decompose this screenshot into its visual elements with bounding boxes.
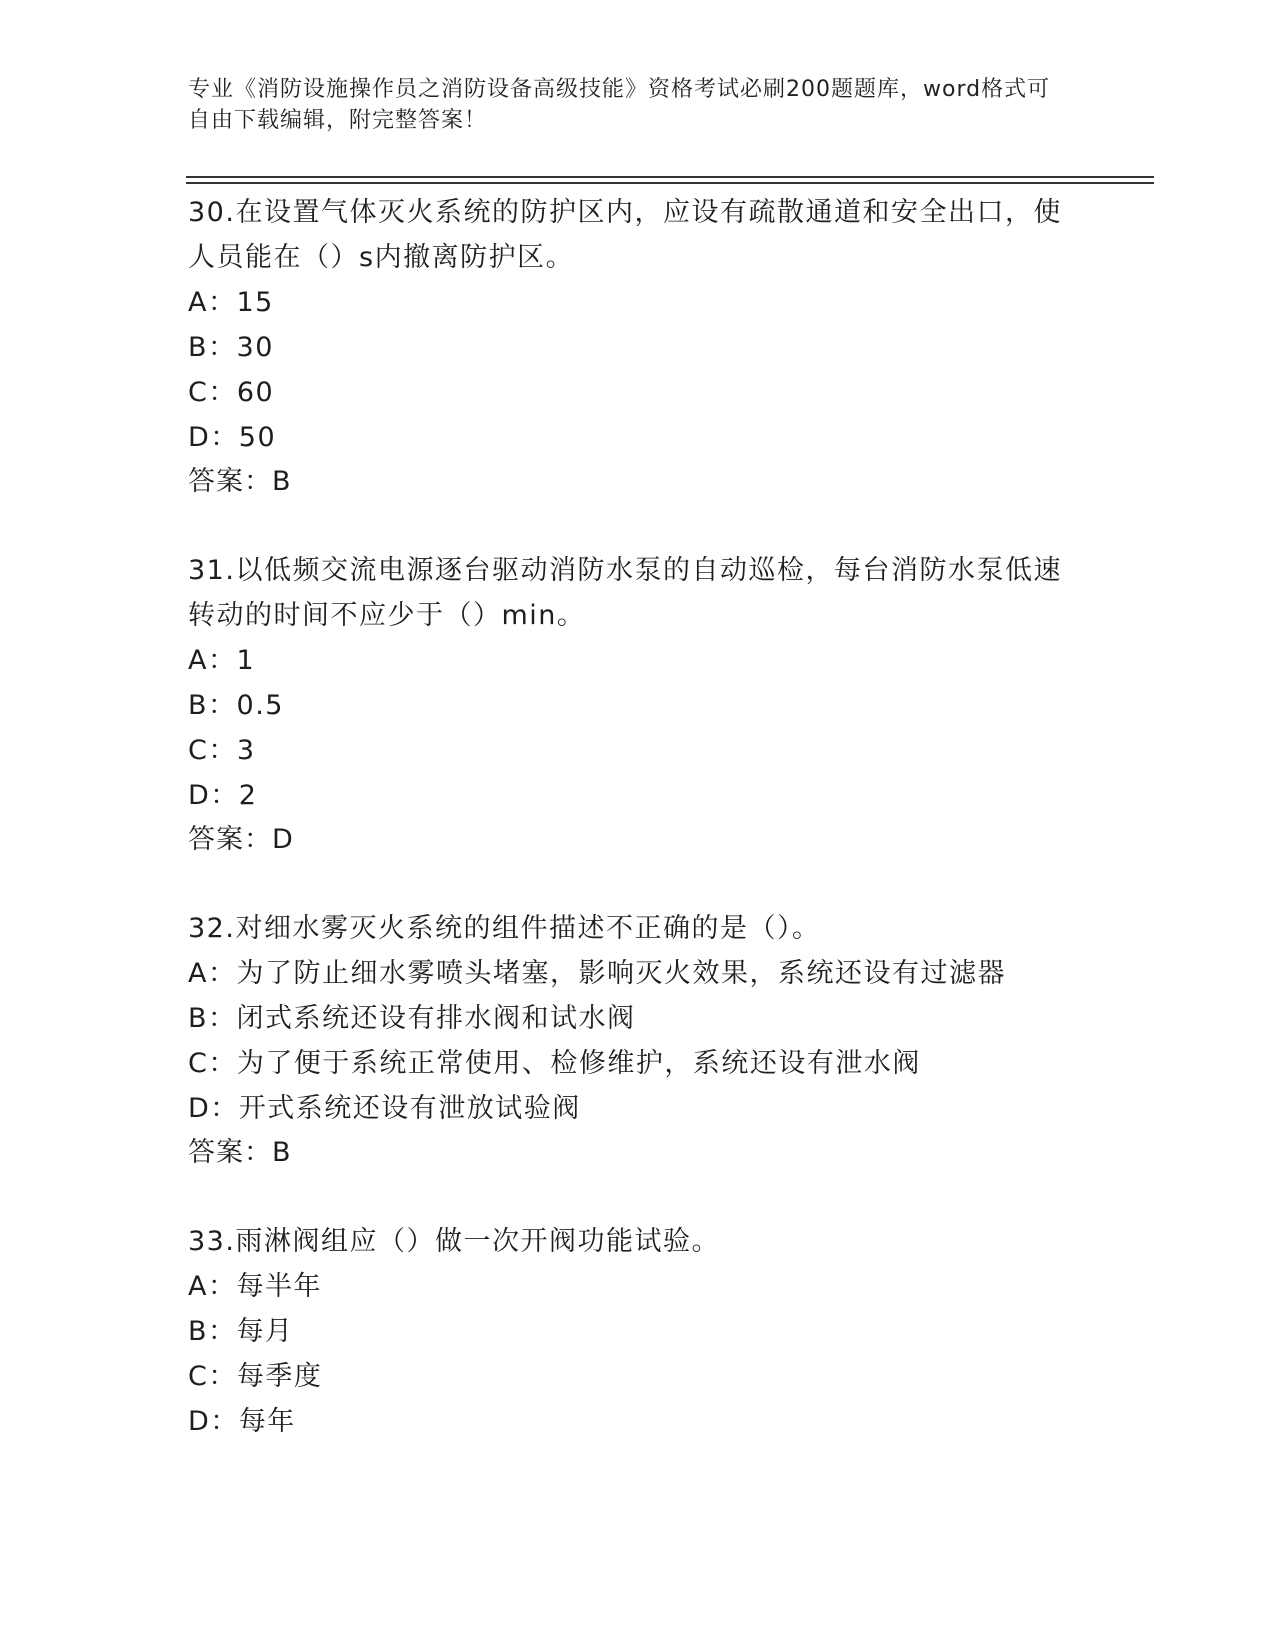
option-a: A：每半年 bbox=[188, 1271, 322, 1302]
question-32 bbox=[188, 906, 1088, 1175]
option-c: C：60 bbox=[188, 377, 275, 408]
option-b: B：0.5 bbox=[188, 690, 284, 721]
option-c: C：3 bbox=[188, 735, 256, 766]
option-d: D：50 bbox=[188, 422, 277, 453]
question-30 bbox=[188, 190, 1088, 504]
option-b: B：闭式系统还设有排水阀和试水阀 bbox=[188, 1003, 636, 1034]
question-spacer bbox=[188, 504, 1088, 548]
option-a: A：15 bbox=[188, 287, 274, 318]
option-a: A：为了防止细水雾喷头堵塞，影响灭火效果，系统还设有过滤器 bbox=[188, 958, 1006, 989]
document-header bbox=[188, 74, 1068, 136]
question-31 bbox=[188, 548, 1088, 862]
option-b: B：每月 bbox=[188, 1316, 294, 1347]
option-a: A：1 bbox=[188, 645, 256, 676]
question-list bbox=[188, 190, 1088, 1444]
answer-line: 答案：B bbox=[188, 1137, 292, 1168]
question-33 bbox=[188, 1219, 1088, 1444]
question-stem: 32.对细水雾灭火系统的组件描述不正确的是（）。 bbox=[188, 913, 821, 944]
option-b: B：30 bbox=[188, 332, 274, 363]
option-d: D：2 bbox=[188, 780, 258, 811]
option-c: C：为了便于系统正常使用、检修维护，系统还设有泄水阀 bbox=[188, 1048, 921, 1079]
option-c: C：每季度 bbox=[188, 1361, 323, 1392]
question-stem: 33.雨淋阀组应（）做一次开阀功能试验。 bbox=[188, 1226, 720, 1257]
question-spacer bbox=[188, 862, 1088, 906]
question-stem: 31.以低频交流电源逐台驱动消防水泵的自动巡检，每台消防水泵低速转动的时间不应少于（）min。 bbox=[188, 555, 1062, 631]
question-stem: 30.在设置气体灭火系统的防护区内，应设有疏散通道和安全出口，使人员能在（）s内撤离防护区。 bbox=[188, 197, 1062, 273]
question-spacer bbox=[188, 1175, 1088, 1219]
answer-line: 答案：B bbox=[188, 466, 292, 497]
header-divider-bottom bbox=[186, 182, 1154, 184]
option-d: D：开式系统还设有泄放试验阀 bbox=[188, 1093, 581, 1124]
header-divider-top bbox=[186, 176, 1154, 178]
option-d: D：每年 bbox=[188, 1406, 296, 1437]
header-text: 专业《消防设施操作员之消防设备高级技能》资格考试必刷200题题库，word格式可自由下载编辑，附完整答案！ bbox=[188, 77, 1051, 133]
answer-line: 答案：D bbox=[188, 824, 294, 855]
